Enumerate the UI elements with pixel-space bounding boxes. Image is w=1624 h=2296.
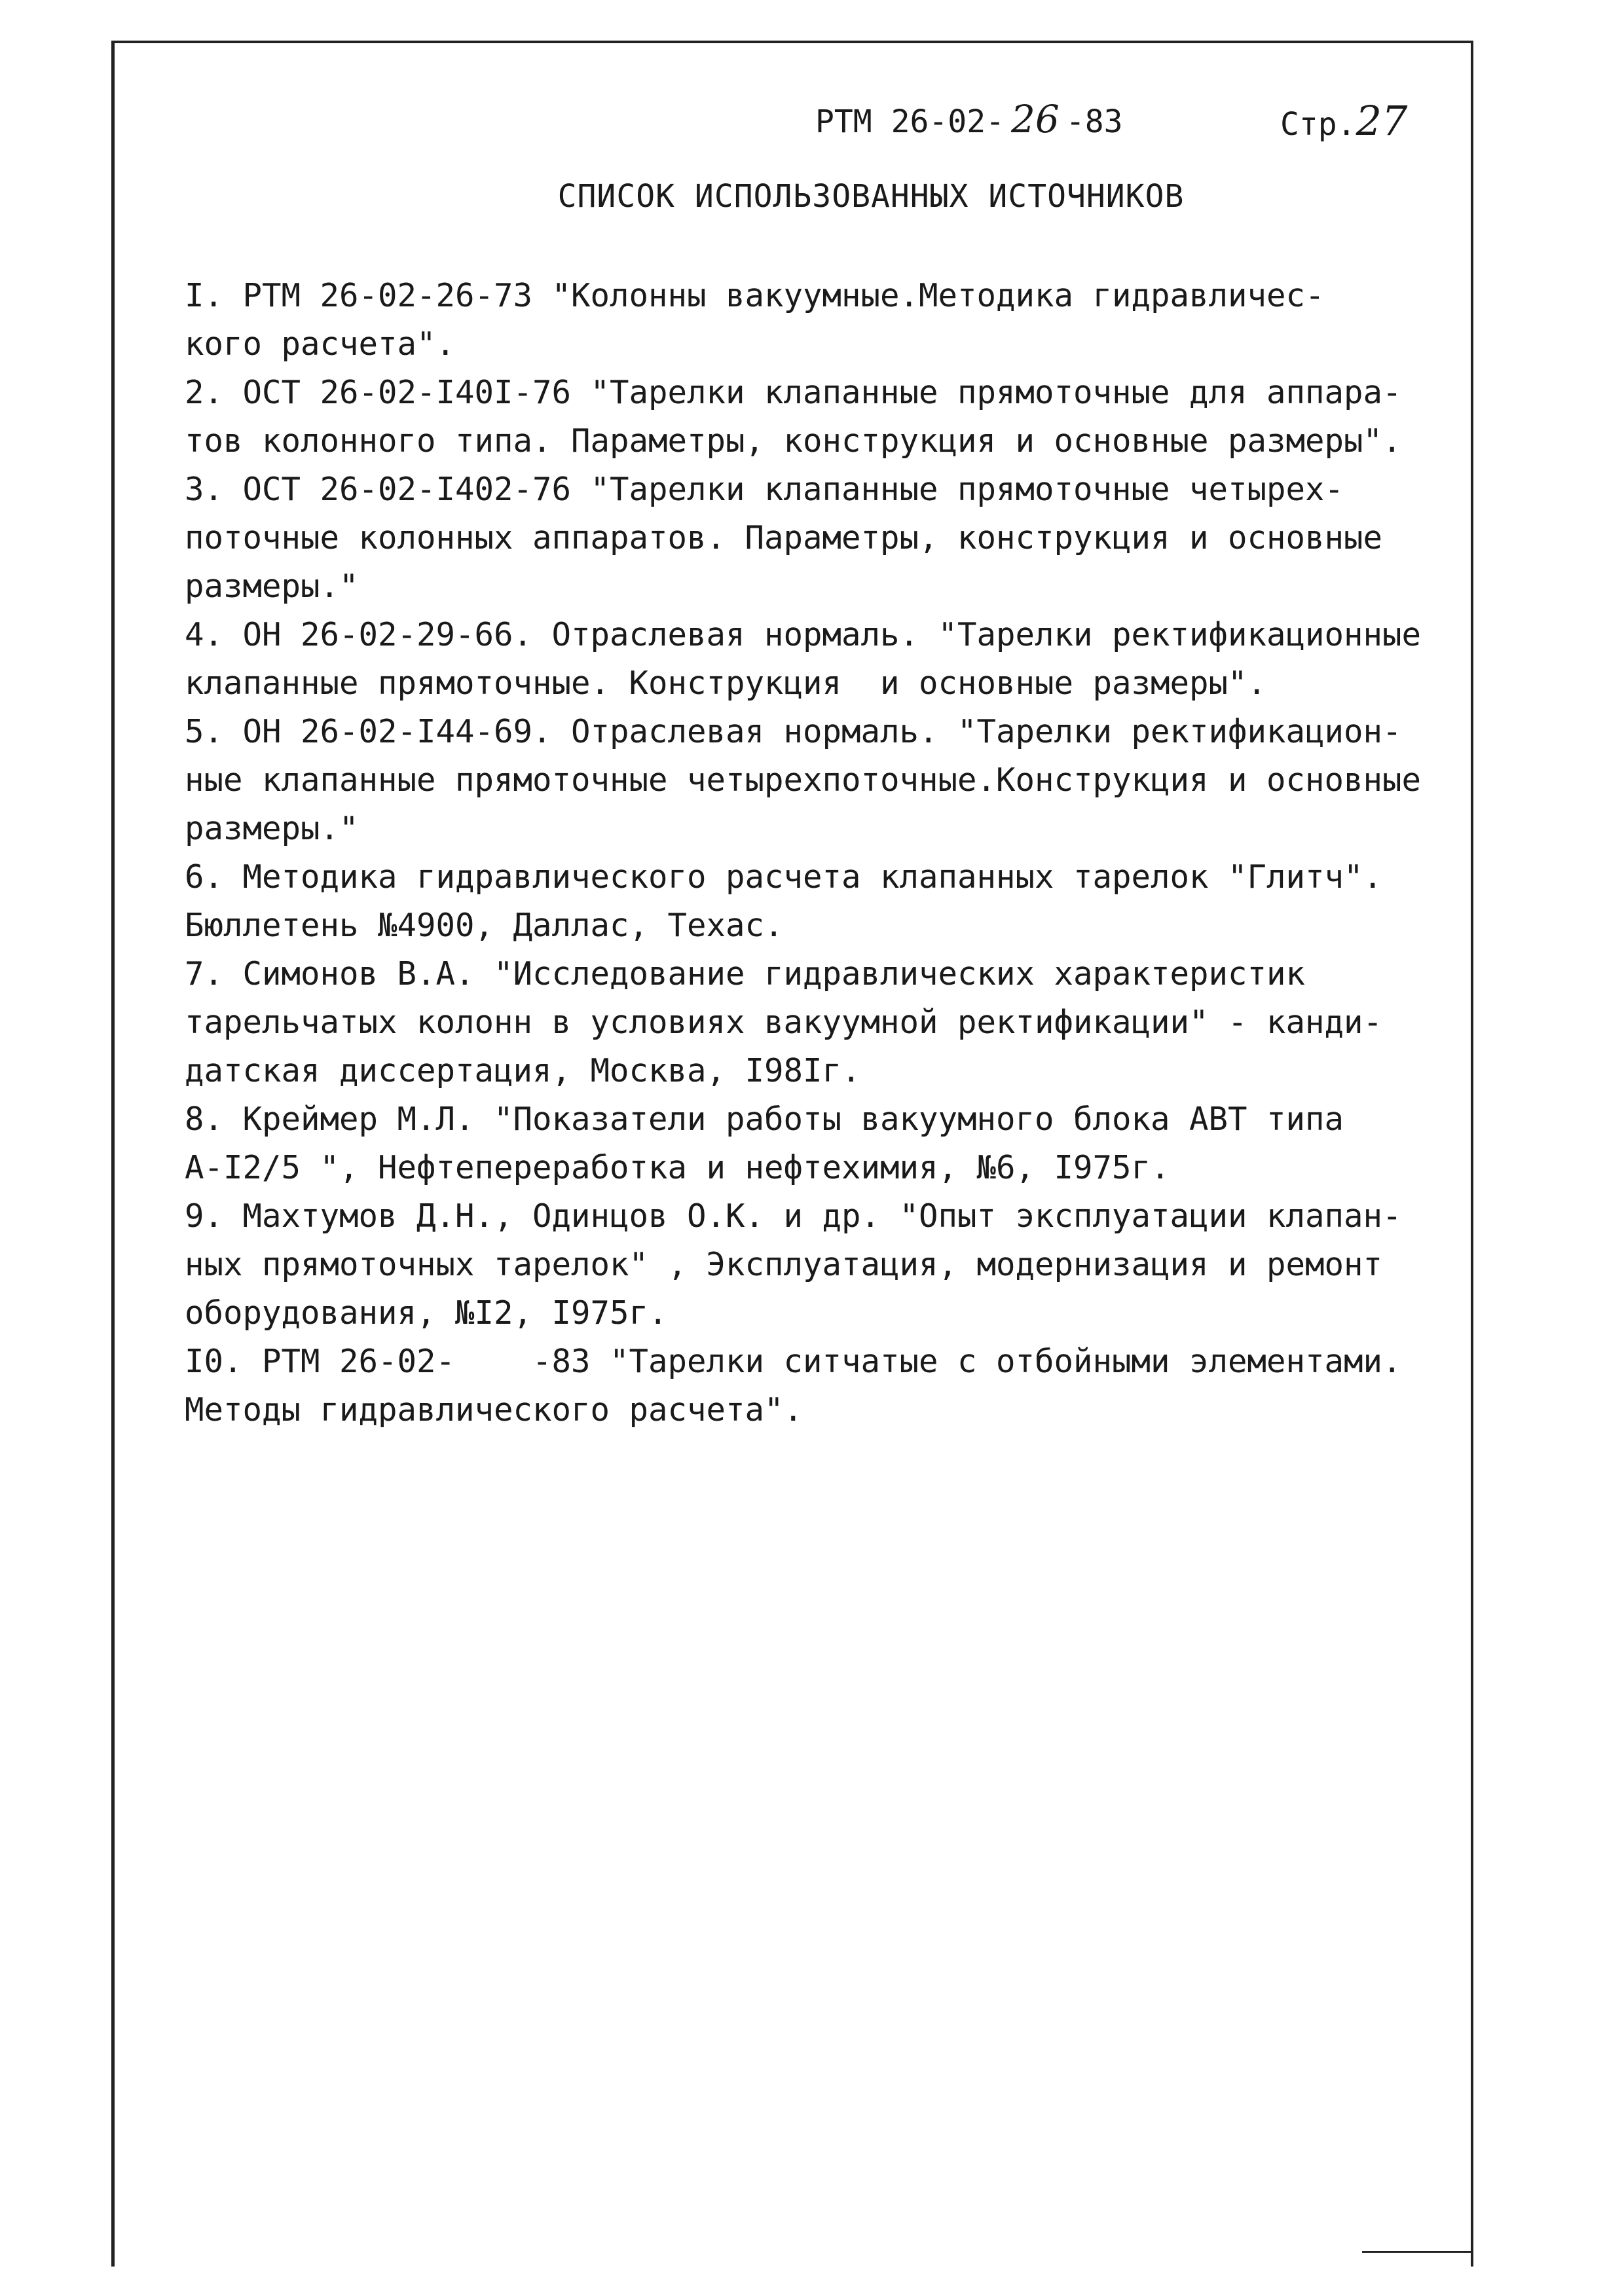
document-code-prefix: РТМ 26-02- xyxy=(815,103,1005,140)
page-title: СПИСОК ИСПОЛЬЗОВАННЫХ ИСТОЧНИКОВ xyxy=(557,178,1185,215)
reference-item xyxy=(185,1095,1468,1192)
reference-line: 9. Махтумов Д.Н., Одинцов О.К. и др. "Опыт эксплуатации клапан- xyxy=(185,1197,1402,1235)
reference-line: 3. ОСТ 26-02-I402-76 "Тарелки клапанные прямоточные четырех- xyxy=(185,471,1344,508)
reference-line: тов колонного типа. Параметры, конструкция и основные размеры". xyxy=(185,422,1402,460)
reference-line: кого расчета". xyxy=(185,325,456,363)
reference-item xyxy=(185,272,1468,369)
frame-right-border xyxy=(1471,41,1473,2267)
reference-list xyxy=(185,272,1468,1434)
reference-line: 7. Симонов В.А. "Исследование гидравлических характеристик xyxy=(185,955,1306,993)
reference-line: Бюллетень №4900, Даллас, Техас. xyxy=(185,907,784,944)
reference-line: поточные колонных аппаратов. Параметры, конструкция и основные xyxy=(185,519,1383,556)
reference-item xyxy=(185,1192,1468,1338)
reference-line: 6. Методика гидравлического расчета клапанных тарелок "Глитч". xyxy=(185,858,1383,896)
reference-line: клапанные прямоточные. Конструкция и основные размеры". xyxy=(185,665,1267,702)
reference-line: оборудования, №I2, I975г. xyxy=(185,1294,668,1332)
document-code xyxy=(815,97,1123,141)
frame-left-border xyxy=(111,41,115,2267)
reference-line: Методы гидравлического расчета". xyxy=(185,1391,803,1429)
reference-item xyxy=(185,1338,1468,1434)
reference-item xyxy=(185,611,1468,708)
document-code-number: 26 xyxy=(1010,97,1060,141)
reference-line: 2. ОСТ 26-02-I40I-76 "Тарелки клапанные прямоточные для аппара- xyxy=(185,374,1402,411)
reference-item xyxy=(185,465,1468,611)
page-number xyxy=(1280,97,1408,145)
document-code-suffix: -83 xyxy=(1065,103,1123,140)
reference-line: 5. ОН 26-02-I44-69. Отраслевая нормаль. "Тарелки ректификацион- xyxy=(185,713,1402,750)
page-label: Стр. xyxy=(1280,106,1356,143)
reference-line: датская диссертация, Москва, I98Iг. xyxy=(185,1052,861,1089)
reference-line: А-I2/5 ", Нефтепереработка и нефтехимия, №6, I975г. xyxy=(185,1149,1170,1186)
reference-item xyxy=(185,853,1468,950)
page-number-value: 27 xyxy=(1356,97,1408,145)
reference-line: ных прямоточных тарелок" , Эксплуатация, модернизация и ремонт xyxy=(185,1246,1383,1283)
reference-line: I. РТМ 26-02-26-73 "Колонны вакуумные.Методика гидравличес- xyxy=(185,277,1325,314)
reference-line: 8. Креймер М.Л. "Показатели работы вакуумного блока АВТ типа xyxy=(185,1101,1344,1138)
frame-top-border xyxy=(111,41,1473,43)
reference-item xyxy=(185,369,1468,465)
reference-line: размеры." xyxy=(185,568,359,605)
reference-item xyxy=(185,708,1468,853)
reference-line: ные клапанные прямоточные четырехпоточные.Конструкция и основные xyxy=(185,761,1422,799)
reference-item xyxy=(185,950,1468,1095)
frame-bottom-border xyxy=(1362,2251,1473,2253)
reference-line: I0. РТМ 26-02- -83 "Тарелки ситчатые с отбойными элементами. xyxy=(185,1343,1402,1380)
reference-line: размеры." xyxy=(185,810,359,847)
reference-line: тарельчатых колонн в условиях вакуумной ректификации" - канди- xyxy=(185,1004,1383,1041)
reference-line: 4. ОН 26-02-29-66. Отраслевая нормаль. "Тарелки ректификационные xyxy=(185,616,1422,653)
